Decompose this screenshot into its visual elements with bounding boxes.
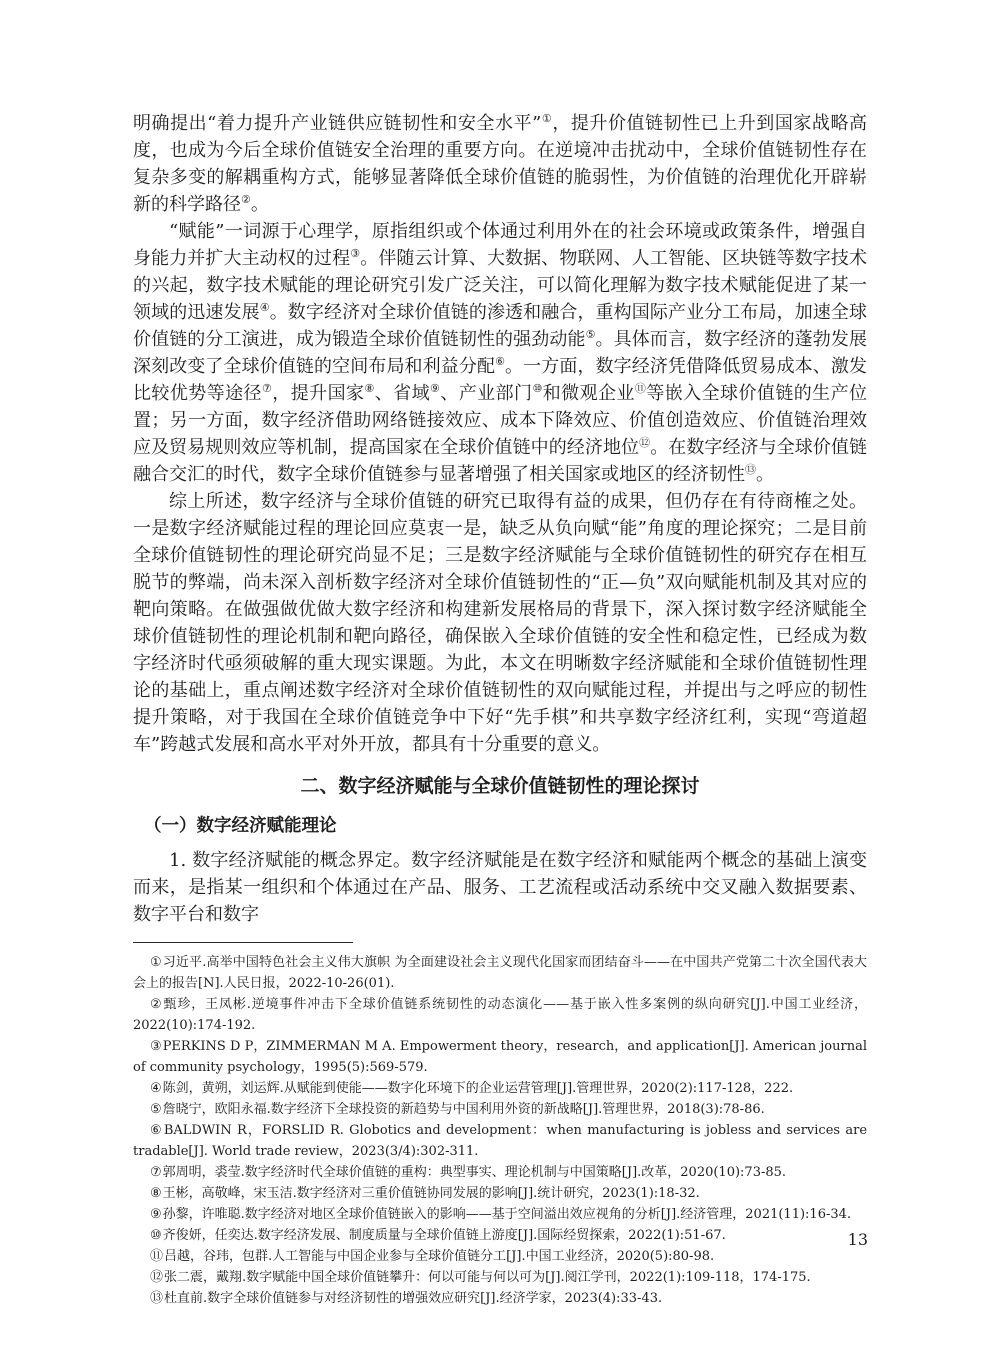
body-text [133,110,867,928]
body-paragraph: 综上所述，数字经济与全球价值链的研究已取得有益的成果，但仍存在有待商榷之处。一是数字经济赋能过程的理论回应莫衷一是，缺乏从负向赋“能”角度的理论探究；二是目前全球价值链韧性的理论研究尚显不足；三是数字经济赋能与全球价值链韧性的研究存在相互脱节的弊端，尚未深入剖析数字经济对全球价值链韧性的“正—负”双向赋能机制及其对应的靶向策略。在做强做优做大数字经济和构建新发展格局的背景下，深入探讨数字经济赋能全球价值链韧性的理论机制和靶向路径，确保嵌入全球价值链的安全性和稳定性，已经成为数字经济时代亟须破解的重大现实课题。为此，本文在明晰数字经济赋能和全球价值链韧性理论的基础上，重点阐述数字经济对全球价值链韧性的双向赋能过程，并提出与之呼应的韧性提升策略，对于我国在全球价值链竞争中下好“先手棋”和共享数字经济红利，实现“弯道超车”跨越式发展和高水平对外开放，都具有十分重要的意义。 [133,491,867,755]
footnote-ref: ⑬ [745,463,756,476]
footnote-item: ④陈剑，黄朔，刘运辉.从赋能到使能——数字化环境下的企业运营管理[J].管理世界，2020(2):117-128，222. [150,1081,794,1096]
body-paragraph: 明确提出“着力提升产业链供应链韧性和安全水平”①，提升价值链韧性已上升到国家战略高度，也成为今后全球价值链安全治理的重要方向。在逆境冲击扰动中，全球价值链韧性存在复杂多变的解耦重构方式，能够显著降低全球价值链的脆弱性，为价值链的治理优化开辟崭新的科学路径②。 [133,112,867,215]
footnote-ref: ⑧ [364,382,375,395]
footnote-ref: ⑥ [495,355,506,368]
footnote-marker: ② [150,997,163,1012]
page-content [133,110,867,1309]
section-heading: 二、数字经济赋能与全球价值链韧性的理论探讨 [300,775,700,797]
footnote-marker: ⑩ [150,1228,162,1243]
body-paragraph: 1. 数字经济赋能的概念界定。数字经济赋能是在数字经济和赋能两个概念的基础上演变而来，是指某一组织和个体通过在产品、服务、工艺流程或活动系统中交叉融入数据要素、数字平台和数字 [133,850,867,925]
footnote-marker: ④ [150,1081,162,1096]
footnote-ref: ⑪ [634,382,647,395]
footnote-item: ②甄珍，王凤彬.逆境事件冲击下全球价值链系统韧性的动态演化——基于嵌入性多案例的纵向研究[J].中国工业经济，2022(10):174-192. [133,997,867,1033]
footnote-marker: ⑨ [150,1207,162,1222]
footnote-marker: ⑤ [150,1102,162,1117]
footnote-marker: ⑥ [150,1123,163,1138]
footnote-item: ⑦郭周明，裘莹.数字经济时代全球价值链的重构：典型事实、理论机制与中国策略[J].改革，2020(10):73-85. [150,1165,787,1180]
footnote-separator [133,942,353,943]
footnote-ref: ④ [259,301,270,314]
footnote-item: ⑩齐俊妍，任奕达.数字经济发展、制度质量与全球价值链上游度[J].国际经贸探索，2022(1):51-67. [150,1228,726,1243]
footnote-ref: ⑩ [532,382,543,395]
footnote-marker: ⑪ [150,1249,164,1264]
footnote-ref: ⑨ [430,382,441,395]
footnote-item: ⑪吕越，谷玮，包群.人工智能与中国企业参与全球价值链分工[J].中国工业经济，2020(5):80-98. [150,1249,715,1264]
footnote-item: ⑧王彬，高敬峰，宋玉洁.数字经济对三重价值链协同发展的影响[J].统计研究，2023(1):18-32. [150,1186,700,1201]
footnote-item: ⑬杜直前.数字全球价值链参与对经济韧性的增强效应研究[J].经济学家，2023(4):33-43. [150,1291,663,1306]
footnote-marker: ⑧ [150,1186,162,1201]
footnote-item: ⑤詹晓宁，欧阳永福.数字经济下全球投资的新趋势与中国利用外资的新战略[J].管理世界，2018(3):78-86. [150,1102,765,1117]
footnote-marker: ⑦ [150,1165,162,1180]
footnotes [133,952,867,1309]
footnote-ref: ⑦ [262,382,273,395]
footnote-item: ③PERKINS D P，ZIMMERMAN M A. Empowerment theory，research，and application[J]. American journal of community psychology，1995(5):569-579. [133,1039,867,1075]
footnote-ref: ① [541,112,553,125]
subsection-heading: （一）数字经济赋能理论 [144,816,337,836]
footnote-item: ①习近平.高举中国特色社会主义伟大旗帜 为全面建设社会主义现代化国家而团结奋斗——在中国共产党第二十次全国代表大会上的报告[N].人民日报，2022-10-26(01). [133,955,868,991]
footnote-ref: ⑤ [585,328,596,341]
footnote-ref: ③ [350,247,361,260]
footnote-ref: ⑫ [639,436,651,449]
footnote-item: ⑫张二震，戴翔.数字赋能中国全球价值链攀升：何以可能与何以可为[J].阅江学刊，2022(1):109-118，174-175. [150,1270,811,1285]
footnote-item: ⑨孙黎，许唯聪.数字经济对地区全球价值链嵌入的影响——基于空间溢出效应视角的分析[J].经济管理，2021(11):16-34. [150,1207,852,1222]
body-paragraph: “赋能”一词源于心理学，原指组织或个体通过利用外在的社会环境或政策条件，增强自身能力并扩大主动权的过程③。伴随云计算、大数据、物联网、人工智能、区块链等数字技术的兴起，数字技术赋能的理论研究引发广泛关注，可以简化理解为数字技术赋能促进了某一领域的迅速发展④。数字经济对全球价值链的渗透和融合，重构国际产业分工布局，加速全球价值链的分工演进，成为锻造全球价值链韧性的强劲动能⑤。具体而言，数字经济的蓬勃发展深刻改变了全球价值链的空间布局和利益分配⑥。一方面，数字经济凭借降低贸易成本、激发比较优势等途径⑦，提升国家⑧、省域⑨、产业部门⑩和微观企业⑪等嵌入全球价值链的生产位置；另一方面，数字经济借助网络链接效应、成本下降效应、价值创造效应、价值链治理效应及贸易规则效应等机制，提高国家在全球价值链中的经济地位⑫。在数字经济与全球价值链融合交汇的时代，数字全球价值链参与显著增强了相关国家或地区的经济韧性⑬。 [133,221,868,485]
footnote-marker: ⑬ [150,1291,164,1306]
footnote-item: ⑥BALDWIN R，FORSLID R. Globotics and development：when manufacturing is jobless and services are tradable[J]. World trade review，2023(3/4):302-311. [133,1123,868,1159]
footnote-marker: ③ [150,1039,162,1054]
footnote-marker: ⑫ [150,1270,164,1285]
page-number: 13 [847,1230,868,1249]
footnote-ref: ② [241,193,251,206]
footnote-marker: ① [150,955,162,970]
